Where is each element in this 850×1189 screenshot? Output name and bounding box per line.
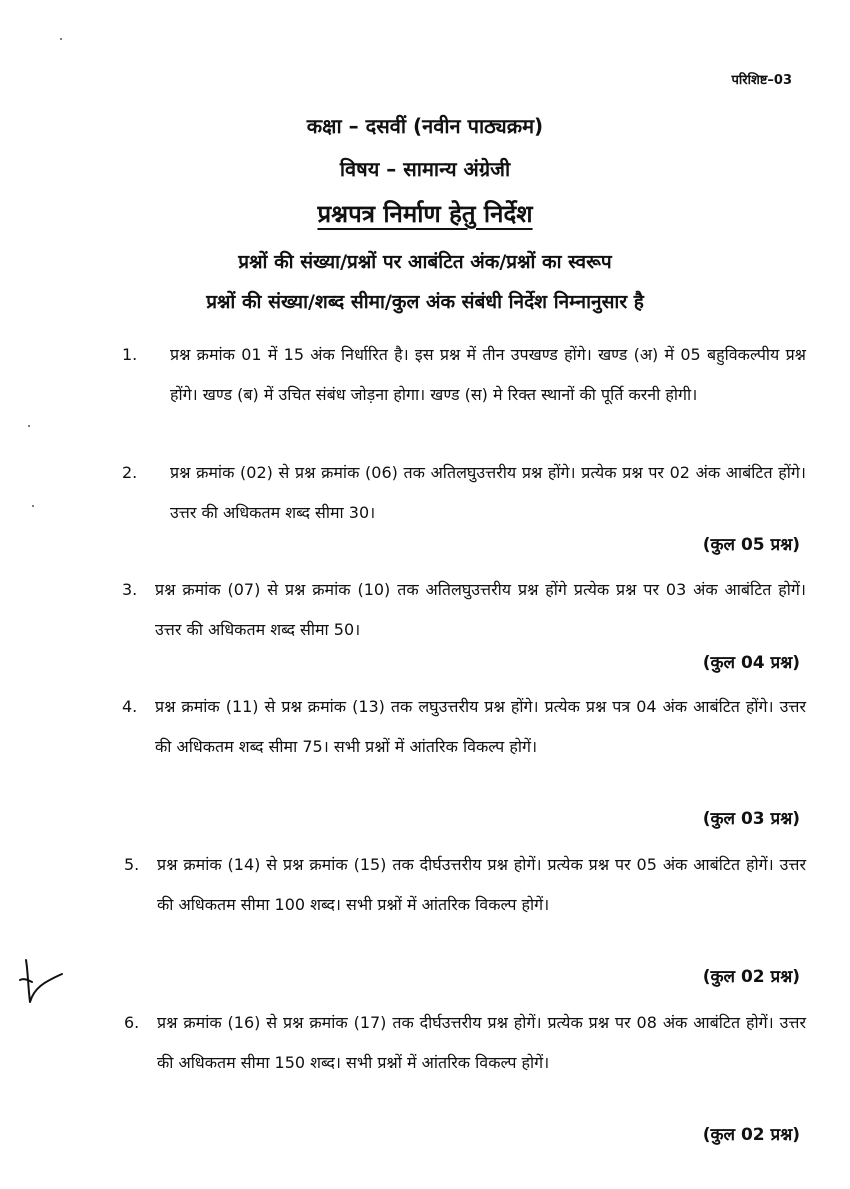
subject-heading: विषय – सामान्य अंग्रेजी	[339, 157, 511, 181]
instruction-item: प्रश्न क्रमांक 01 में 15 अंक निर्धारित है। इस प्रश्न में तीन उपखण्ड होंगे। खण्ड (अ) में 05 बहुविकल्पीय प्रश्न होंगे। खण्ड (ब) में उचित संबंध जोड़ना होगा। खण्ड (स) मे रिक्त स्थानों की पूर्ति करनी होगी।	[170, 345, 806, 404]
annexure-label: परिशिष्ट–03	[731, 73, 792, 88]
subheading-instructions: प्रश्नों की संख्या/शब्द सीमा/कुल अंक संबंधी निर्देश निम्नानुसार है	[206, 291, 644, 313]
question-count: (कुल 02 प्रश्न)	[702, 1125, 800, 1145]
question-count: (कुल 05 प्रश्न)	[702, 535, 800, 555]
class-heading: कक्षा – दसवीं (नवीन पाठ्यक्रम)	[306, 114, 544, 138]
instruction-item: प्रश्न क्रमांक (14) से प्रश्न क्रमांक (15) तक दीर्घउत्तरीय प्रश्न होगें। प्रत्येक प्रश्न पर 05 अंक आबंटित होगें। उत्तर की अधिकतम सीमा 100 शब्द। सभी प्रश्नों में आंतरिक विकल्प होगें।	[157, 855, 806, 914]
instruction-item: प्रश्न क्रमांक (11) से प्रश्न क्रमांक (13) तक लघुउत्तरीय प्रश्न होंगे। प्रत्येक प्रश्न पत्र 04 अंक आबंटित होंगे। उत्तर की अधिकतम शब्द सीमा 75। सभी प्रश्नों में आंतरिक विकल्प होगें।	[155, 697, 806, 756]
scan-speck	[60, 38, 62, 40]
item-number: 2.	[122, 463, 138, 482]
item-number: 4.	[122, 697, 138, 716]
question-count: (कुल 03 प्रश्न)	[702, 809, 800, 829]
question-count: (कुल 04 प्रश्न)	[702, 653, 800, 673]
instruction-item: प्रश्न क्रमांक (16) से प्रश्न क्रमांक (17) तक दीर्घउत्तरीय प्रश्न होगें। प्रत्येक प्रश्न पर 08 अंक आबंटित होगें। उत्तर की अधिकतम सीमा 150 शब्द। सभी प्रश्नों में आंतरिक विकल्प होगें।	[157, 1013, 806, 1072]
scan-speck	[28, 425, 30, 427]
document-title	[0, 197, 850, 230]
item-number: 3.	[122, 580, 138, 599]
document-title-text: प्रश्नपत्र निर्माण हेतु निर्देश	[317, 200, 533, 228]
question-count: (कुल 02 प्रश्न)	[702, 967, 800, 987]
scan-speck	[32, 505, 34, 507]
item-number: 6.	[124, 1013, 140, 1032]
subheading-structure: प्रश्नों की संख्या/प्रश्नों पर आबंटित अंक/प्रश्नों का स्वरूप	[238, 251, 612, 273]
item-number: 1.	[122, 345, 138, 364]
instruction-item: प्रश्न क्रमांक (02) से प्रश्न क्रमांक (06) तक अतिलघुउत्तरीय प्रश्न होंगे। प्रत्येक प्रश्न पर 02 अंक आबंटित होंगे। उत्तर की अधिकतम शब्द सीमा 30।	[170, 463, 806, 522]
instruction-item: प्रश्न क्रमांक (07) से प्रश्न क्रमांक (10) तक अतिलघुउत्तरीय प्रश्न होंगे प्रत्येक प्रश्न पर 03 अंक आबंटित होगें। उत्तर की अधिकतम शब्द सीमा 50।	[155, 580, 806, 639]
item-number: 5.	[124, 855, 140, 874]
pen-mark	[14, 958, 74, 1018]
